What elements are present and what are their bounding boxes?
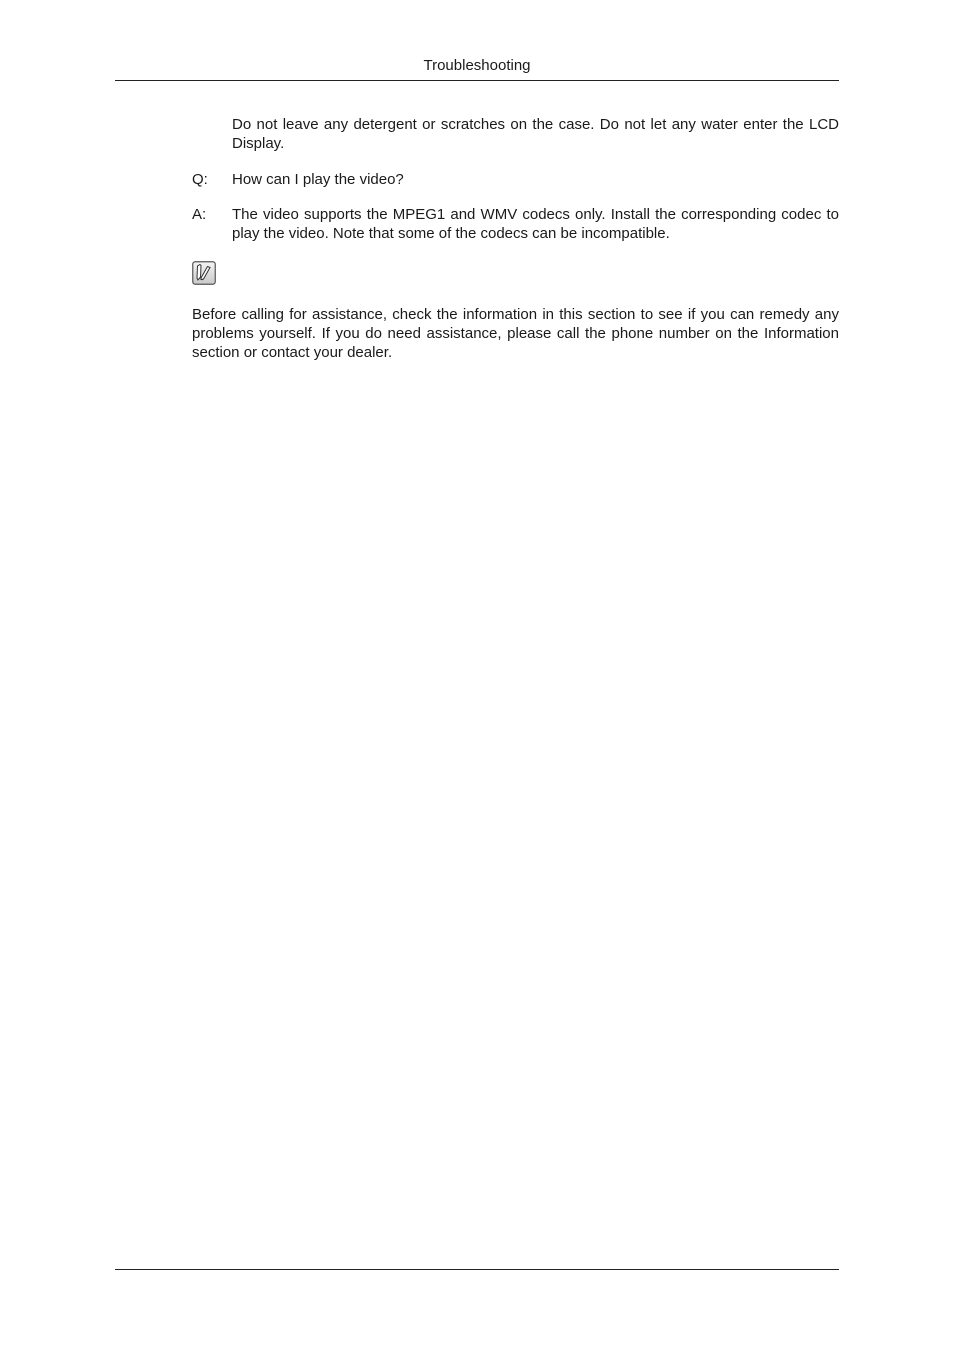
- answer-label: A:: [192, 206, 207, 223]
- page-header-title: Troubleshooting: [423, 57, 531, 74]
- question-label: Q:: [192, 171, 208, 188]
- question-text: How can I play the video?: [232, 171, 404, 188]
- question-row: [192, 170, 839, 189]
- footer-rule: [115, 1269, 839, 1270]
- answer-row: [192, 205, 839, 243]
- assistance-paragraph: Before calling for assistance, check the information in this section to see if you can remedy any problems yourself. If you do need assistance, please call the phone number on the Information section or contact your dealer.: [192, 306, 839, 361]
- answer-text: The video supports the MPEG1 and WMV codecs only. Install the corresponding codec to play the video. Note that some of the codecs can be incompatible.: [232, 206, 839, 242]
- intro-paragraph: Do not leave any detergent or scratches on the case. Do not let any water enter the LCD Display.: [232, 116, 839, 152]
- note-pencil-icon: [192, 261, 216, 285]
- header-rule: [115, 80, 839, 81]
